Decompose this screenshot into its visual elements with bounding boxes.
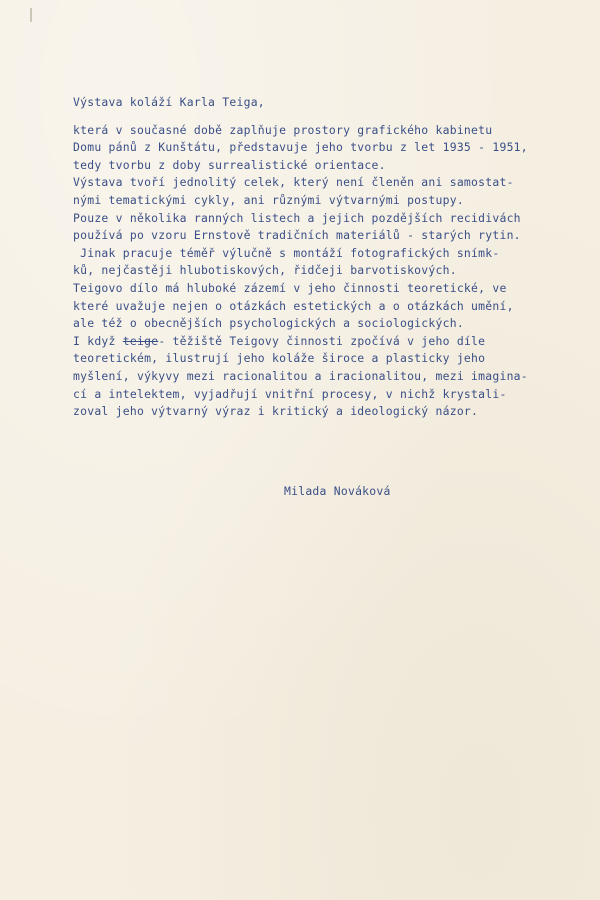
text-line: ale též o obecnějších psychologických a sociologických. [73,316,464,331]
document-title: Výstava koláží Karla Teiga, [73,95,265,109]
line-prefix: I když [73,333,123,348]
struck-word: teige [122,333,159,348]
text-line: nými tematickými cykly, ani různými výtvarnými postupy. [73,192,464,207]
pencil-mark [30,8,32,22]
text-line: ků, nejčastěji hlubotiskových, řidčeji barvotiskových. [73,263,457,278]
text-line: myšlení, výkyvy mezi racionalitou a iracionalitou, mezi imagina- [73,368,528,383]
text-line: Výstava tvoří jednolitý celek, který není členěn ani samostat- [73,175,514,190]
text-line-with-strikethrough [73,333,593,351]
typescript-body [73,94,593,421]
line-suffix: - těžiště Teigovy činnosti zpočívá v jeho díle [158,333,486,348]
author-signature: Milada Nováková [284,484,391,498]
text-line: Domu pánů z Kunštátu, představuje jeho tvorbu z let 1935 - 1951, [73,140,528,155]
text-line: které uvažuje nejen o otázkách estetických a o otázkách umění, [73,298,514,313]
text-line: zoval jeho výtvarný výraz i kritický a ideologický názor. [73,404,479,419]
text-line: která v současné době zaplňuje prostory grafického kabinetu [73,122,493,137]
text-line: Teigovo dílo má hluboké zázemí v jeho činnosti teoretické, ve [73,280,507,295]
text-line: teoretickém, ilustrují jeho koláže široce a plasticky jeho [73,351,486,366]
text-line: Pouze v několika ranných listech a jejich pozdějších recidivách [73,210,521,225]
text-line: Jinak pracuje téměř výlučně s montáží fotografických snímk- [73,245,500,260]
text-line: cí a intelektem, vyjadřují vnitřní procesy, v nichž krystali- [73,386,507,401]
text-line: používá po vzoru Ernstově tradičních materiálů - starých rytin. [73,228,521,243]
text-line: tedy tvorbu z doby surrealistické orientace. [73,157,386,172]
